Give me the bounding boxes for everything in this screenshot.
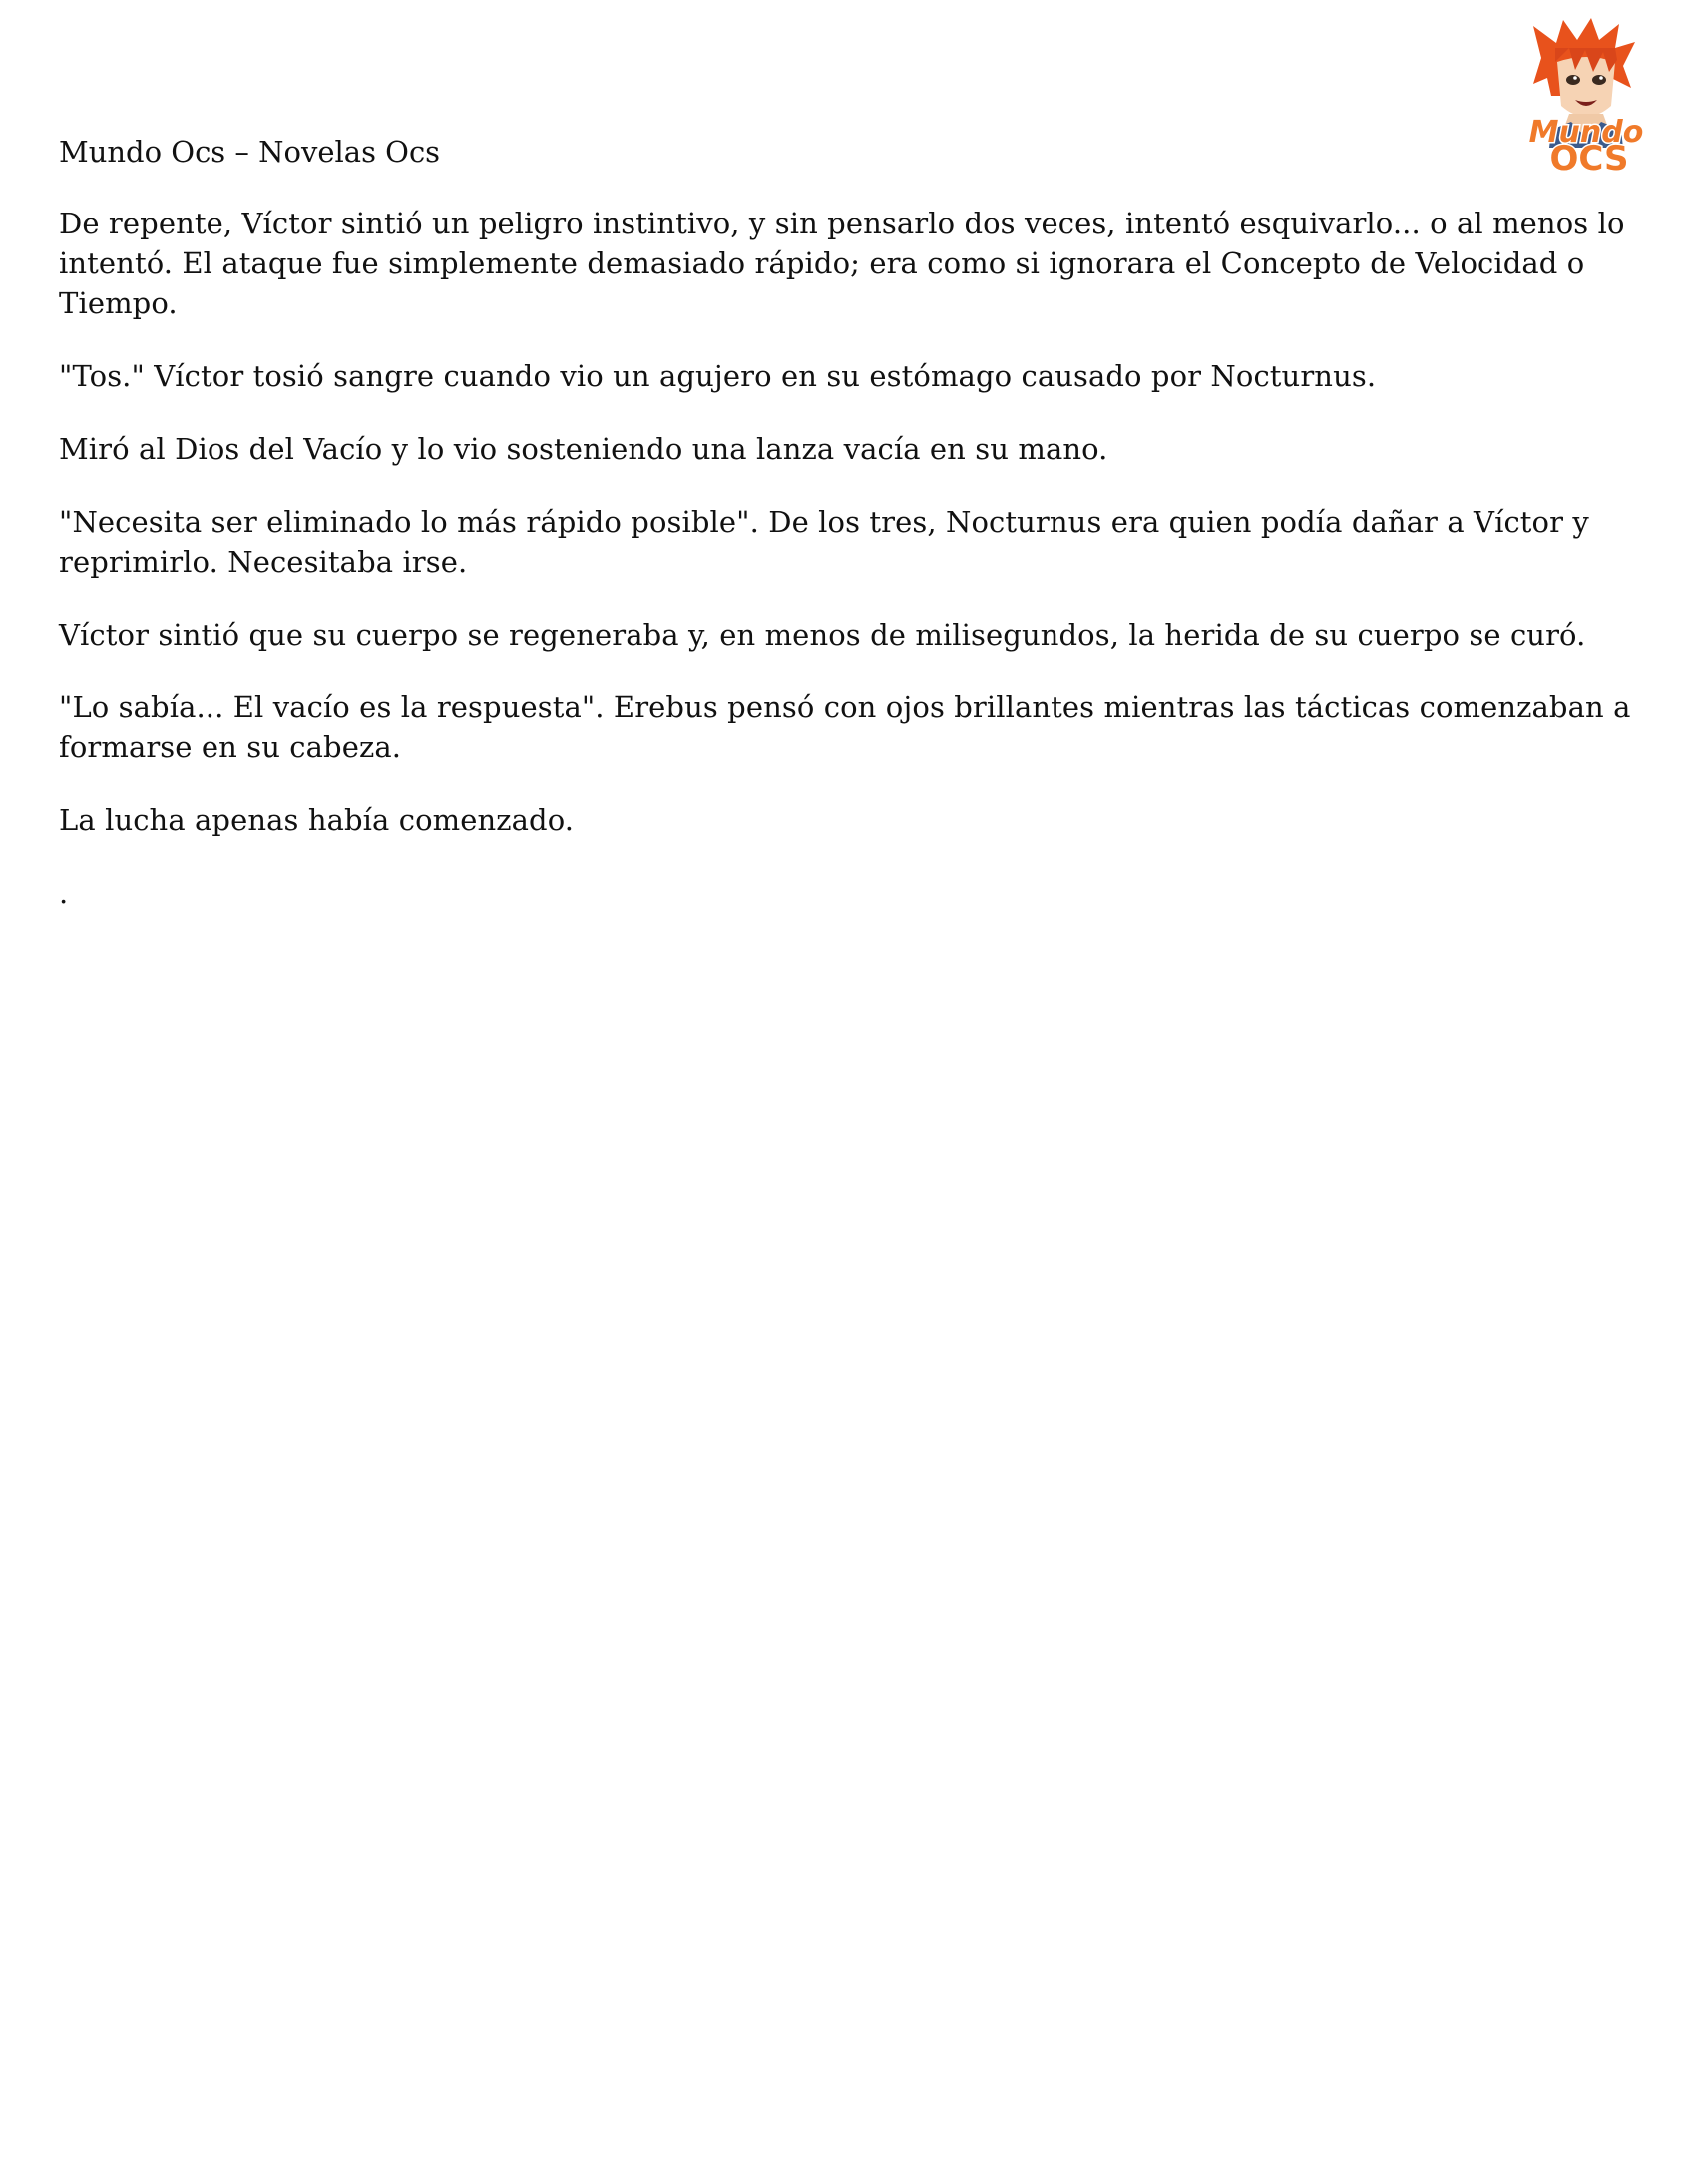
paragraph-4: "Necesita ser eliminado lo más rápido posible". De los tres, Nocturnus era quien podía dañar a Víctor y reprimirlo. Necesitaba irse. <box>59 505 1589 579</box>
trailing-mark: . <box>59 876 69 910</box>
paragraph-6: "Lo sabía... El vacío es la respuesta". Erebus pensó con ojos brillantes mientras las tácticas comenzaban a formarse en su cabeza. <box>59 690 1631 764</box>
paragraph-7: La lucha apenas había comenzado. <box>59 803 575 837</box>
svg-text:Mundo: Mundo <box>1528 115 1644 150</box>
document-body <box>59 132 1635 913</box>
paragraph-5: Víctor sintió que su cuerpo se regeneraba y, en menos de milisegundos, la herida de su cuerpo se curó. <box>59 618 1586 652</box>
paragraph-3: Miró al Dios del Vacío y lo vio sosteniendo una lanza vacía en su mano. <box>59 432 1108 466</box>
svg-text:OCS: OCS <box>1549 139 1629 176</box>
paragraph-1: De repente, Víctor sintió un peligro instintivo, y sin pensarlo dos veces, intentó esquivarlo... o al menos lo intentó. El ataque fue simplemente demasiado rápido; era como si ignorara el Concepto de Velocidad o Tiempo. <box>59 207 1625 320</box>
paragraph-2: "Tos." Víctor tosió sangre cuando vio un agujero en su estómago causado por Nocturnus. <box>59 359 1377 393</box>
document-header: Mundo Ocs – Novelas Ocs <box>59 135 441 169</box>
